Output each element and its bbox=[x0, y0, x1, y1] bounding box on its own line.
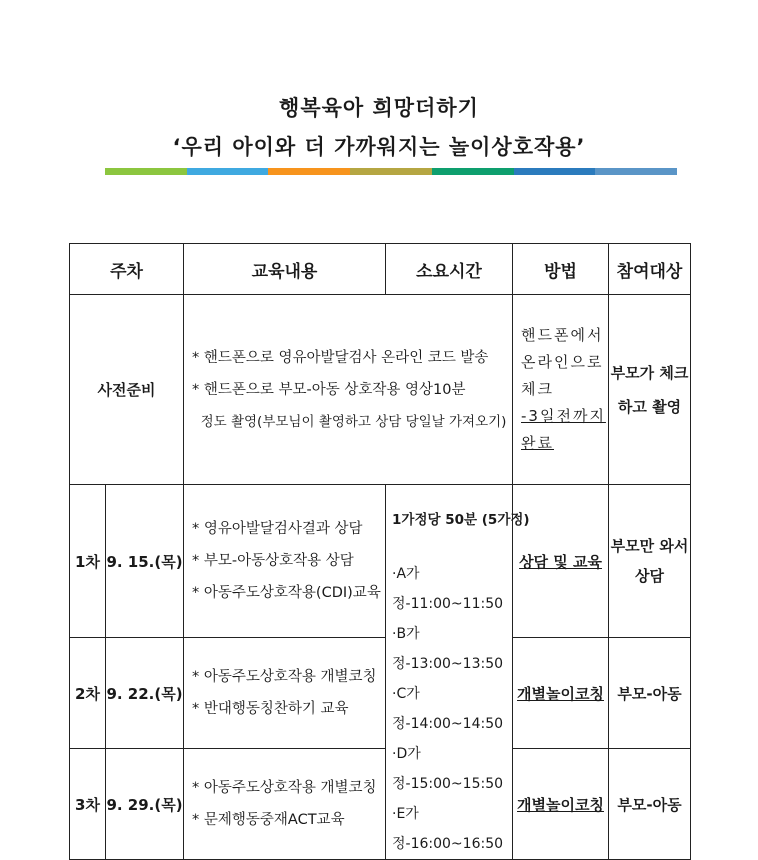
color-divider-bar bbox=[105, 168, 677, 175]
time-slot: ·A가정-11:00~11:50 bbox=[392, 566, 504, 612]
pre-method-line: -3일전까지 bbox=[521, 407, 606, 425]
content-line: * 반대행동칭찬하기 교육 bbox=[192, 701, 349, 718]
color-bar-segment bbox=[514, 168, 596, 175]
table-header-row bbox=[70, 244, 691, 295]
pre-week-cell: 사전준비 bbox=[70, 295, 184, 485]
content-line: * 아동주도상호작용 개별코칭 bbox=[192, 780, 377, 796]
content-line: * 아동주도상호작용(CDI)교육 bbox=[192, 585, 381, 602]
table-row bbox=[70, 638, 691, 749]
row-target: 부모-아동 bbox=[609, 638, 691, 749]
row-content bbox=[184, 485, 386, 638]
content-line: * 영유아발달검사결과 상담 bbox=[192, 521, 363, 538]
pre-method-line: 온라인으로 bbox=[521, 353, 604, 371]
row-num: 3차 bbox=[70, 749, 106, 860]
pre-content-line: * 핸드폰으로 영유아발달검사 온라인 코드 발송 bbox=[192, 349, 489, 366]
pre-method-line: 체크 bbox=[521, 380, 554, 398]
time-slot: ·C가정-14:00~14:50 bbox=[392, 686, 504, 732]
time-slot: ·B가정-13:00~13:50 bbox=[392, 626, 504, 672]
schedule-table bbox=[69, 243, 691, 860]
header-time: 소요시간 bbox=[386, 244, 513, 295]
time-cell bbox=[386, 485, 530, 860]
pre-method-line: 완료 bbox=[521, 434, 554, 452]
header-target: 참여대상 bbox=[609, 244, 691, 295]
pre-method-line: 핸드폰에서 bbox=[521, 326, 604, 344]
header-content: 교육내용 bbox=[184, 244, 386, 295]
row-content bbox=[184, 638, 386, 749]
table-row bbox=[70, 485, 691, 638]
row-date: 9. 22.(목) bbox=[106, 638, 184, 749]
pre-target-cell bbox=[609, 295, 691, 485]
pre-content-cell bbox=[184, 295, 513, 485]
content-line: * 문제행동중재ACT교육 bbox=[192, 812, 345, 828]
header-week: 주차 bbox=[70, 244, 184, 295]
pre-target-line: 부모가 체크 bbox=[610, 363, 689, 382]
target-line: 부모만 와서 bbox=[610, 537, 689, 556]
row-date: 9. 15.(목) bbox=[106, 485, 184, 638]
document-subtitle: ‘우리 아이와 더 가까워지는 놀이상호작용’ bbox=[172, 135, 586, 159]
pre-content-line: 정도 촬영(부모님이 촬영하고 상담 당일날 가져오기) bbox=[192, 413, 507, 430]
row-date: 9. 29.(목) bbox=[106, 749, 184, 860]
time-summary: 1가정당 50분 (5가정) bbox=[392, 512, 530, 528]
row-method: 상담 및 교육 bbox=[513, 485, 609, 638]
row-method: 개별놀이코칭 bbox=[513, 638, 609, 749]
content-line: * 아동주도상호작용 개별코칭 bbox=[192, 669, 377, 686]
pre-target-line: 하고 촬영 bbox=[617, 397, 682, 416]
row-target bbox=[609, 485, 691, 638]
time-slot: ·E가정-16:00~16:50 bbox=[392, 806, 504, 852]
table-row bbox=[70, 749, 691, 860]
row-num: 2차 bbox=[70, 638, 106, 749]
color-bar-segment bbox=[268, 168, 350, 175]
pre-method-cell bbox=[513, 295, 609, 485]
color-bar-segment bbox=[432, 168, 514, 175]
pre-content-line: * 핸드폰으로 부모-아동 상호작용 영상10분 bbox=[192, 381, 466, 398]
header-method: 방법 bbox=[513, 244, 609, 295]
content-line: * 부모-아동상호작용 상담 bbox=[192, 553, 354, 570]
document-title: 행복육아 희망더하기 bbox=[279, 96, 479, 120]
color-bar-segment bbox=[350, 168, 432, 175]
color-bar-segment bbox=[595, 168, 677, 175]
target-line: 상담 bbox=[635, 567, 664, 586]
row-method: 개별놀이코칭 bbox=[513, 749, 609, 860]
row-target: 부모-아동 bbox=[609, 749, 691, 860]
time-slot: ·D가정-15:00~15:50 bbox=[392, 746, 504, 792]
row-content bbox=[184, 749, 386, 860]
table-row-pre bbox=[70, 295, 691, 485]
color-bar-segment bbox=[105, 168, 187, 175]
row-num: 1차 bbox=[70, 485, 106, 638]
color-bar-segment bbox=[187, 168, 269, 175]
